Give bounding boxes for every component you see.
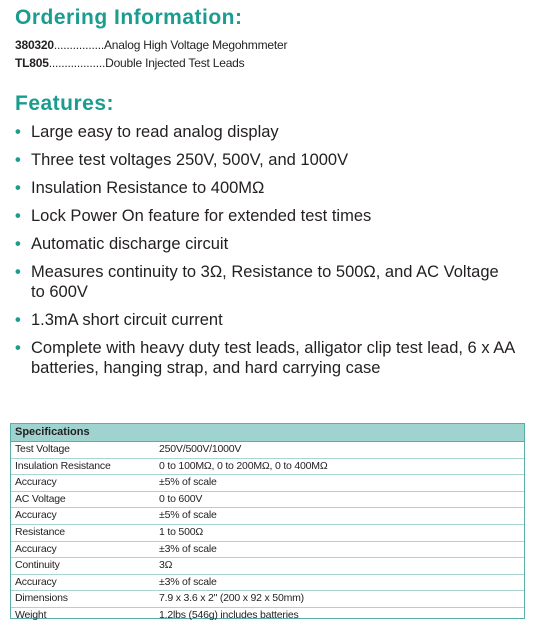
spec-label: Accuracy — [15, 542, 57, 555]
spec-row — [11, 608, 524, 624]
spec-value: ±5% of scale — [159, 476, 217, 489]
feature-item — [15, 310, 515, 330]
spec-value: ±5% of scale — [159, 509, 217, 522]
spec-label: Insulation Resistance — [15, 459, 111, 472]
bullet-icon: • — [15, 179, 21, 197]
bullet-icon: • — [15, 207, 21, 225]
feature-text: Insulation Resistance to 400MΩ — [31, 179, 265, 197]
ordering-list — [15, 36, 287, 72]
features-list — [15, 122, 515, 386]
bullet-icon: • — [15, 263, 21, 281]
spec-label: AC Voltage — [15, 492, 66, 505]
feature-item — [15, 122, 515, 142]
order-code: TL805 — [15, 56, 49, 70]
spec-row — [11, 508, 524, 525]
spec-value: 1 to 500Ω — [159, 525, 203, 538]
ordering-information-heading: Ordering Information: — [15, 6, 243, 29]
features-heading: Features: — [15, 92, 115, 115]
feature-item — [15, 150, 515, 170]
feature-item — [15, 338, 515, 378]
spec-row — [11, 492, 524, 509]
spec-value: 7.9 x 3.6 x 2" (200 x 92 x 50mm) — [159, 592, 304, 605]
spec-label: Accuracy — [15, 509, 57, 522]
feature-text: 1.3mA short circuit current — [31, 311, 223, 329]
spec-label: Test Voltage — [15, 443, 70, 455]
spec-value: 0 to 100MΩ, 0 to 200MΩ, 0 to 400MΩ — [159, 459, 328, 472]
spec-row — [11, 475, 524, 492]
spec-value: 250V/500V/1000V — [159, 443, 242, 455]
spec-row — [11, 459, 524, 476]
spec-row — [11, 442, 524, 459]
spec-value: 3Ω — [159, 559, 173, 572]
bullet-icon: • — [15, 123, 21, 141]
spec-label: Weight — [15, 608, 47, 621]
bullet-icon: • — [15, 151, 21, 169]
spec-value: ±3% of scale — [159, 575, 217, 588]
spec-row — [11, 591, 524, 608]
feature-item — [15, 262, 515, 302]
order-description: Double Injected Test Leads — [105, 56, 245, 70]
feature-item — [15, 206, 515, 226]
spec-label: Dimensions — [15, 592, 68, 605]
order-description: Analog High Voltage Megohmmeter — [104, 38, 288, 52]
spec-label: Continuity — [15, 559, 60, 572]
bullet-icon: • — [15, 235, 21, 253]
feature-text: Three test voltages 250V, 500V, and 1000V — [31, 151, 349, 169]
spec-row — [11, 525, 524, 542]
order-leader-dots: .................. — [48, 56, 106, 70]
specifications-table — [10, 423, 525, 619]
feature-text: Large easy to read analog display — [31, 123, 279, 141]
spec-value: 1.2lbs (546g) includes batteries — [159, 608, 299, 621]
spec-label: Accuracy — [15, 575, 57, 588]
feature-item — [15, 178, 515, 198]
spec-row — [11, 542, 524, 559]
order-item — [15, 36, 287, 54]
order-code: 380320 — [15, 38, 54, 52]
order-item — [15, 54, 287, 72]
spec-row — [11, 558, 524, 575]
bullet-icon: • — [15, 311, 21, 329]
specifications-header: Specifications — [11, 424, 524, 442]
spec-value: ±3% of scale — [159, 542, 217, 555]
spec-row — [11, 575, 524, 592]
feature-text: Complete with heavy duty test leads, alligator clip test lead, 6 x AA batteries, hanging strap, and hard carrying case — [31, 339, 515, 377]
spec-label: Accuracy — [15, 476, 57, 489]
order-leader-dots: ................ — [53, 38, 104, 52]
feature-text: Measures continuity to 3Ω, Resistance to 500Ω, and AC Voltage to 600V — [31, 263, 499, 301]
spec-value: 0 to 600V — [159, 492, 203, 505]
feature-item — [15, 234, 515, 254]
feature-text: Lock Power On feature for extended test times — [31, 207, 372, 225]
spec-label: Resistance — [15, 525, 65, 538]
feature-text: Automatic discharge circuit — [31, 235, 229, 253]
bullet-icon: • — [15, 339, 21, 357]
